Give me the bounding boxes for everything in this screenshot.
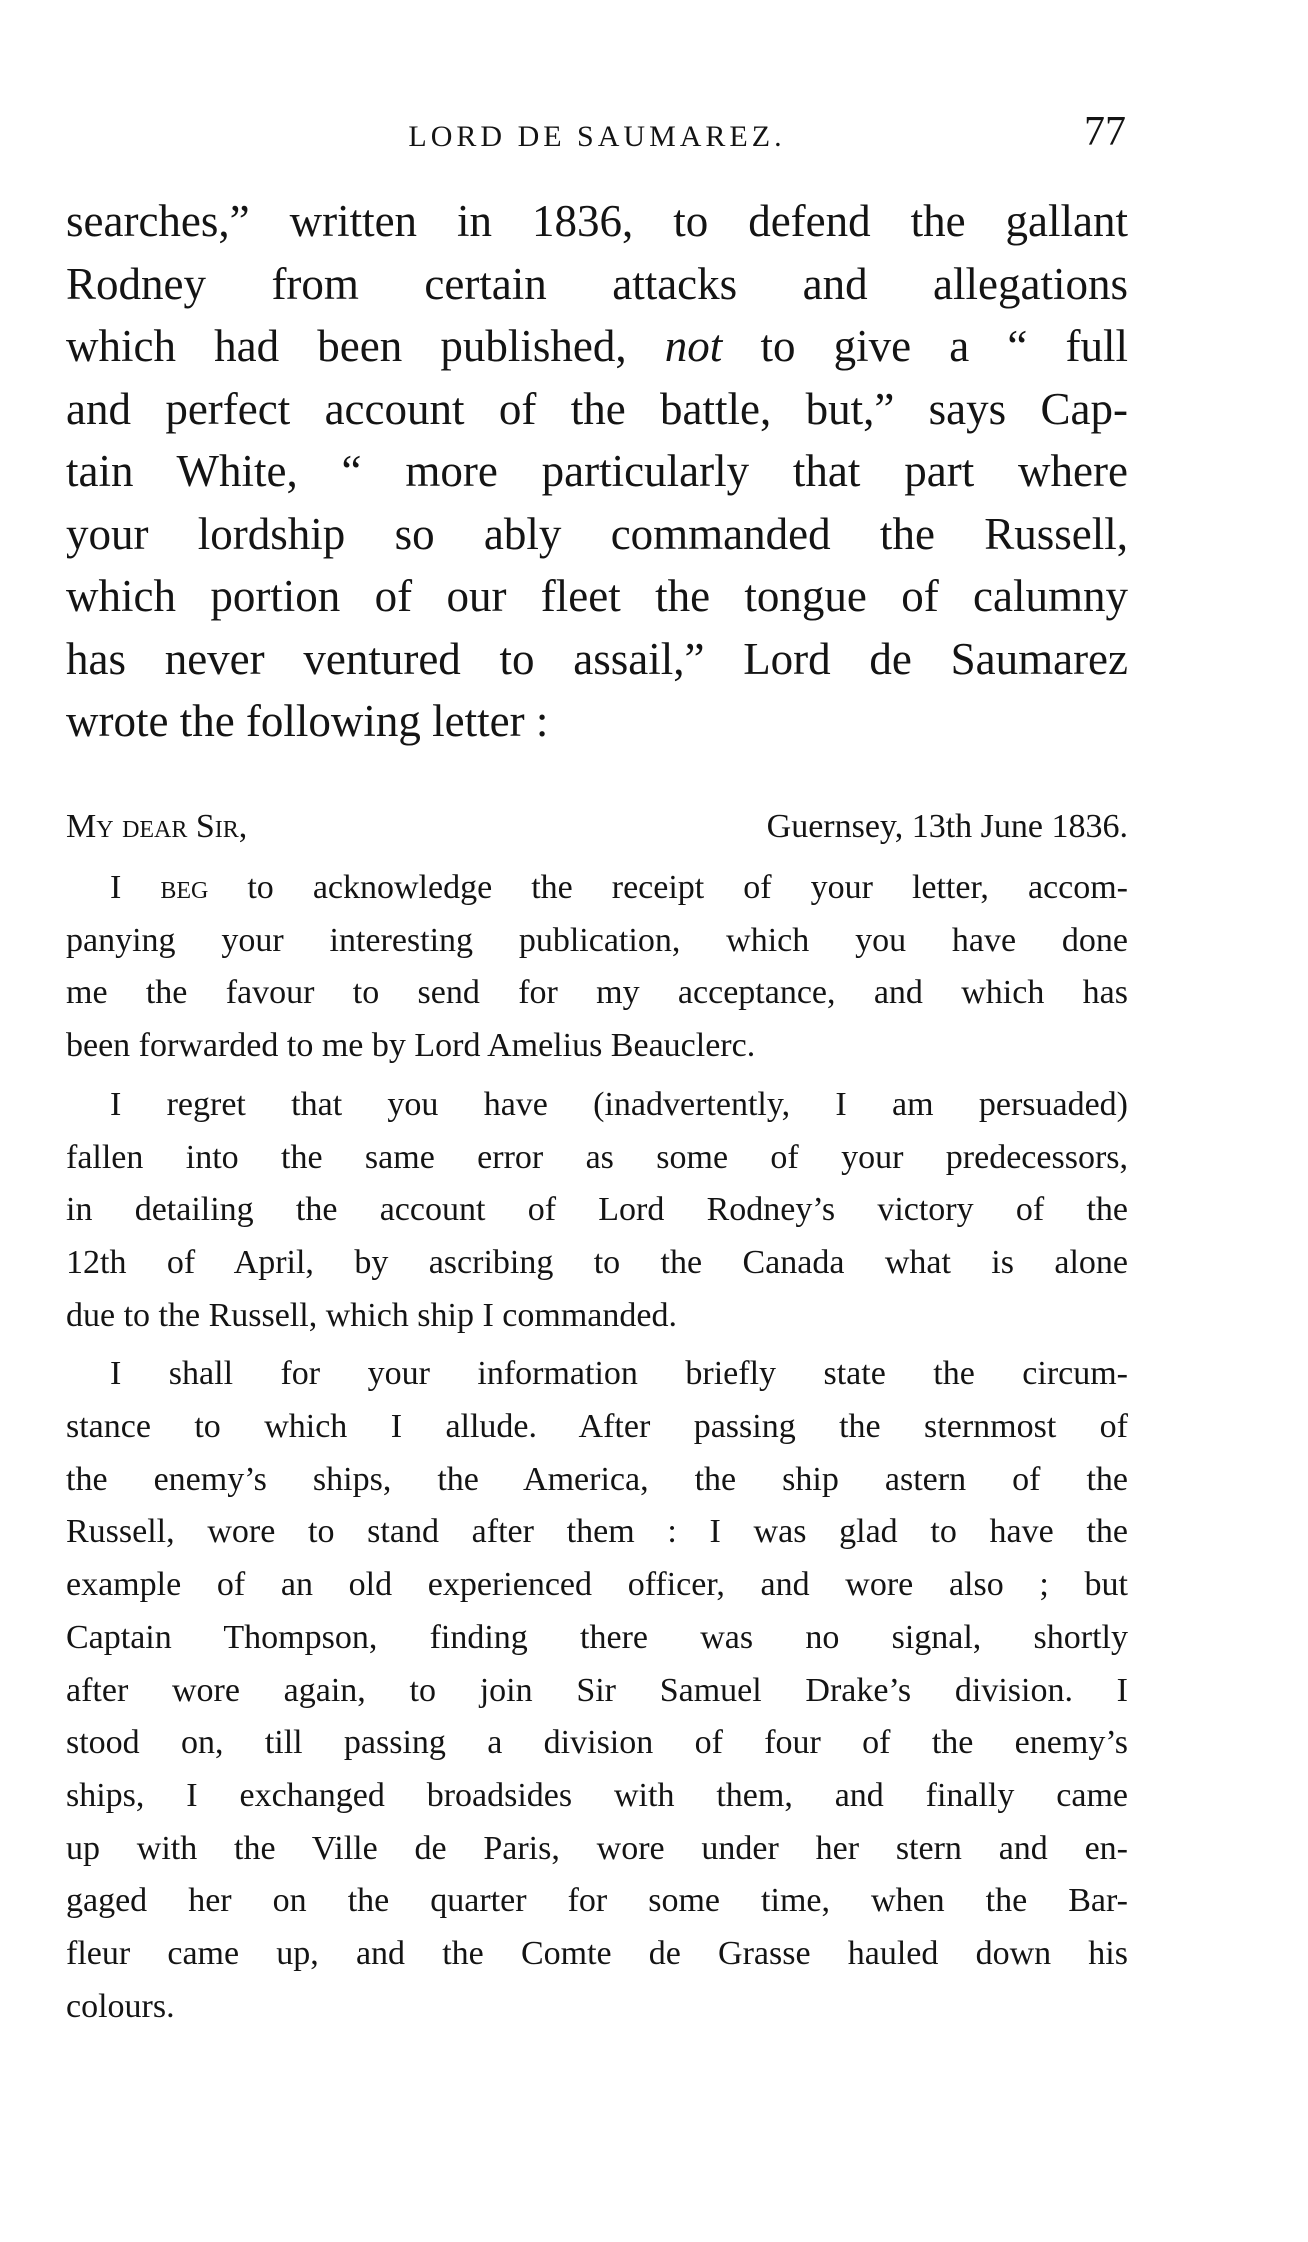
letter-text: to acknowledge the receipt of your letter, accom-: [208, 869, 1128, 906]
letter-line: been forwarded to me by Lord Amelius Beauclerc.: [66, 1027, 756, 1065]
letter-line: I shall for your information briefly state the circum-: [110, 1355, 1128, 1393]
page-header: [66, 109, 1128, 162]
dateline: Guernsey, 13th June 1836.: [766, 808, 1128, 845]
letter-line: ships, I exchanged broadsides with them, and finally came: [66, 1776, 1128, 1814]
intro-line: your lordship so ably commanded the Russell,: [66, 508, 1128, 559]
opening-words: I beg: [110, 869, 209, 906]
letter-line: I regret that you have (inadvertently, I am persuaded): [110, 1085, 1128, 1123]
letter-paragraph-3: [66, 1348, 1128, 2033]
intro-line: searches,” written in 1836, to defend the gallant: [66, 196, 1128, 246]
running-title: LORD DE SAUMAREZ.: [408, 120, 786, 153]
letter-paragraph-2: [66, 1079, 1128, 1343]
letter-line: after wore again, to join Sir Samuel Drake’s division. I: [66, 1671, 1128, 1709]
letter-line: fallen into the same error as some of your predecessors,: [66, 1138, 1128, 1176]
letter-line: [66, 862, 1128, 915]
letter-line: in detailing the account of Lord Rodney’s victory of the: [66, 1191, 1128, 1229]
intro-line: wrote the following letter :: [66, 696, 549, 746]
intro-paragraph: [66, 190, 1128, 753]
intro-line: Rodney from certain attacks and allegations: [66, 258, 1128, 309]
emphasis-not: not: [664, 321, 723, 371]
letter-heading: [66, 808, 1128, 850]
letter-paragraph-1: [66, 862, 1128, 1073]
letter-line: fleur came up, and the Comte de Grasse hauled down his: [66, 1935, 1128, 1973]
intro-line: has never ventured to assail,” Lord de Saumarez: [66, 633, 1128, 684]
letter-line: colours.: [66, 1987, 175, 2025]
intro-line: which portion of our fleet the tongue of calumny: [66, 571, 1128, 621]
letter-line: stance to which I allude. After passing the sternmost of: [66, 1408, 1128, 1446]
letter-line: Russell, wore to stand after them : I was glad to have the: [66, 1513, 1128, 1551]
intro-line: tain White, “ more particularly that part where: [66, 446, 1128, 496]
intro-text: which had been published,: [66, 321, 665, 371]
letter-line: Captain Thompson, finding there was no signal, shortly: [66, 1618, 1128, 1656]
page-number: 77: [1084, 109, 1126, 155]
letter-line: me the favour to send for my acceptance, and which has: [66, 974, 1128, 1012]
letter-line: up with the Ville de Paris, wore under her stern and en-: [66, 1829, 1128, 1867]
intro-line: and perfect account of the battle, but,” says Cap-: [66, 383, 1128, 434]
letter-line: stood on, till passing a division of four of the enemy’s: [66, 1724, 1128, 1762]
letter-line: panying your interesting publication, which you have done: [66, 921, 1128, 959]
salutation: My dear Sir,: [66, 808, 248, 845]
letter-line: due to the Russell, which ship I commanded.: [66, 1296, 677, 1334]
letter-body: [66, 862, 1128, 2039]
letter-line: gaged her on the quarter for some time, when the Bar-: [66, 1882, 1128, 1920]
letter-line: the enemy’s ships, the America, the ship astern of the: [66, 1460, 1128, 1498]
letter-line: 12th of April, by ascribing to the Canada what is alone: [66, 1243, 1128, 1281]
intro-text: to give a “ full: [722, 321, 1128, 371]
intro-line: [66, 315, 1128, 378]
letter-line: example of an old experienced officer, and wore also ; but: [66, 1566, 1128, 1604]
